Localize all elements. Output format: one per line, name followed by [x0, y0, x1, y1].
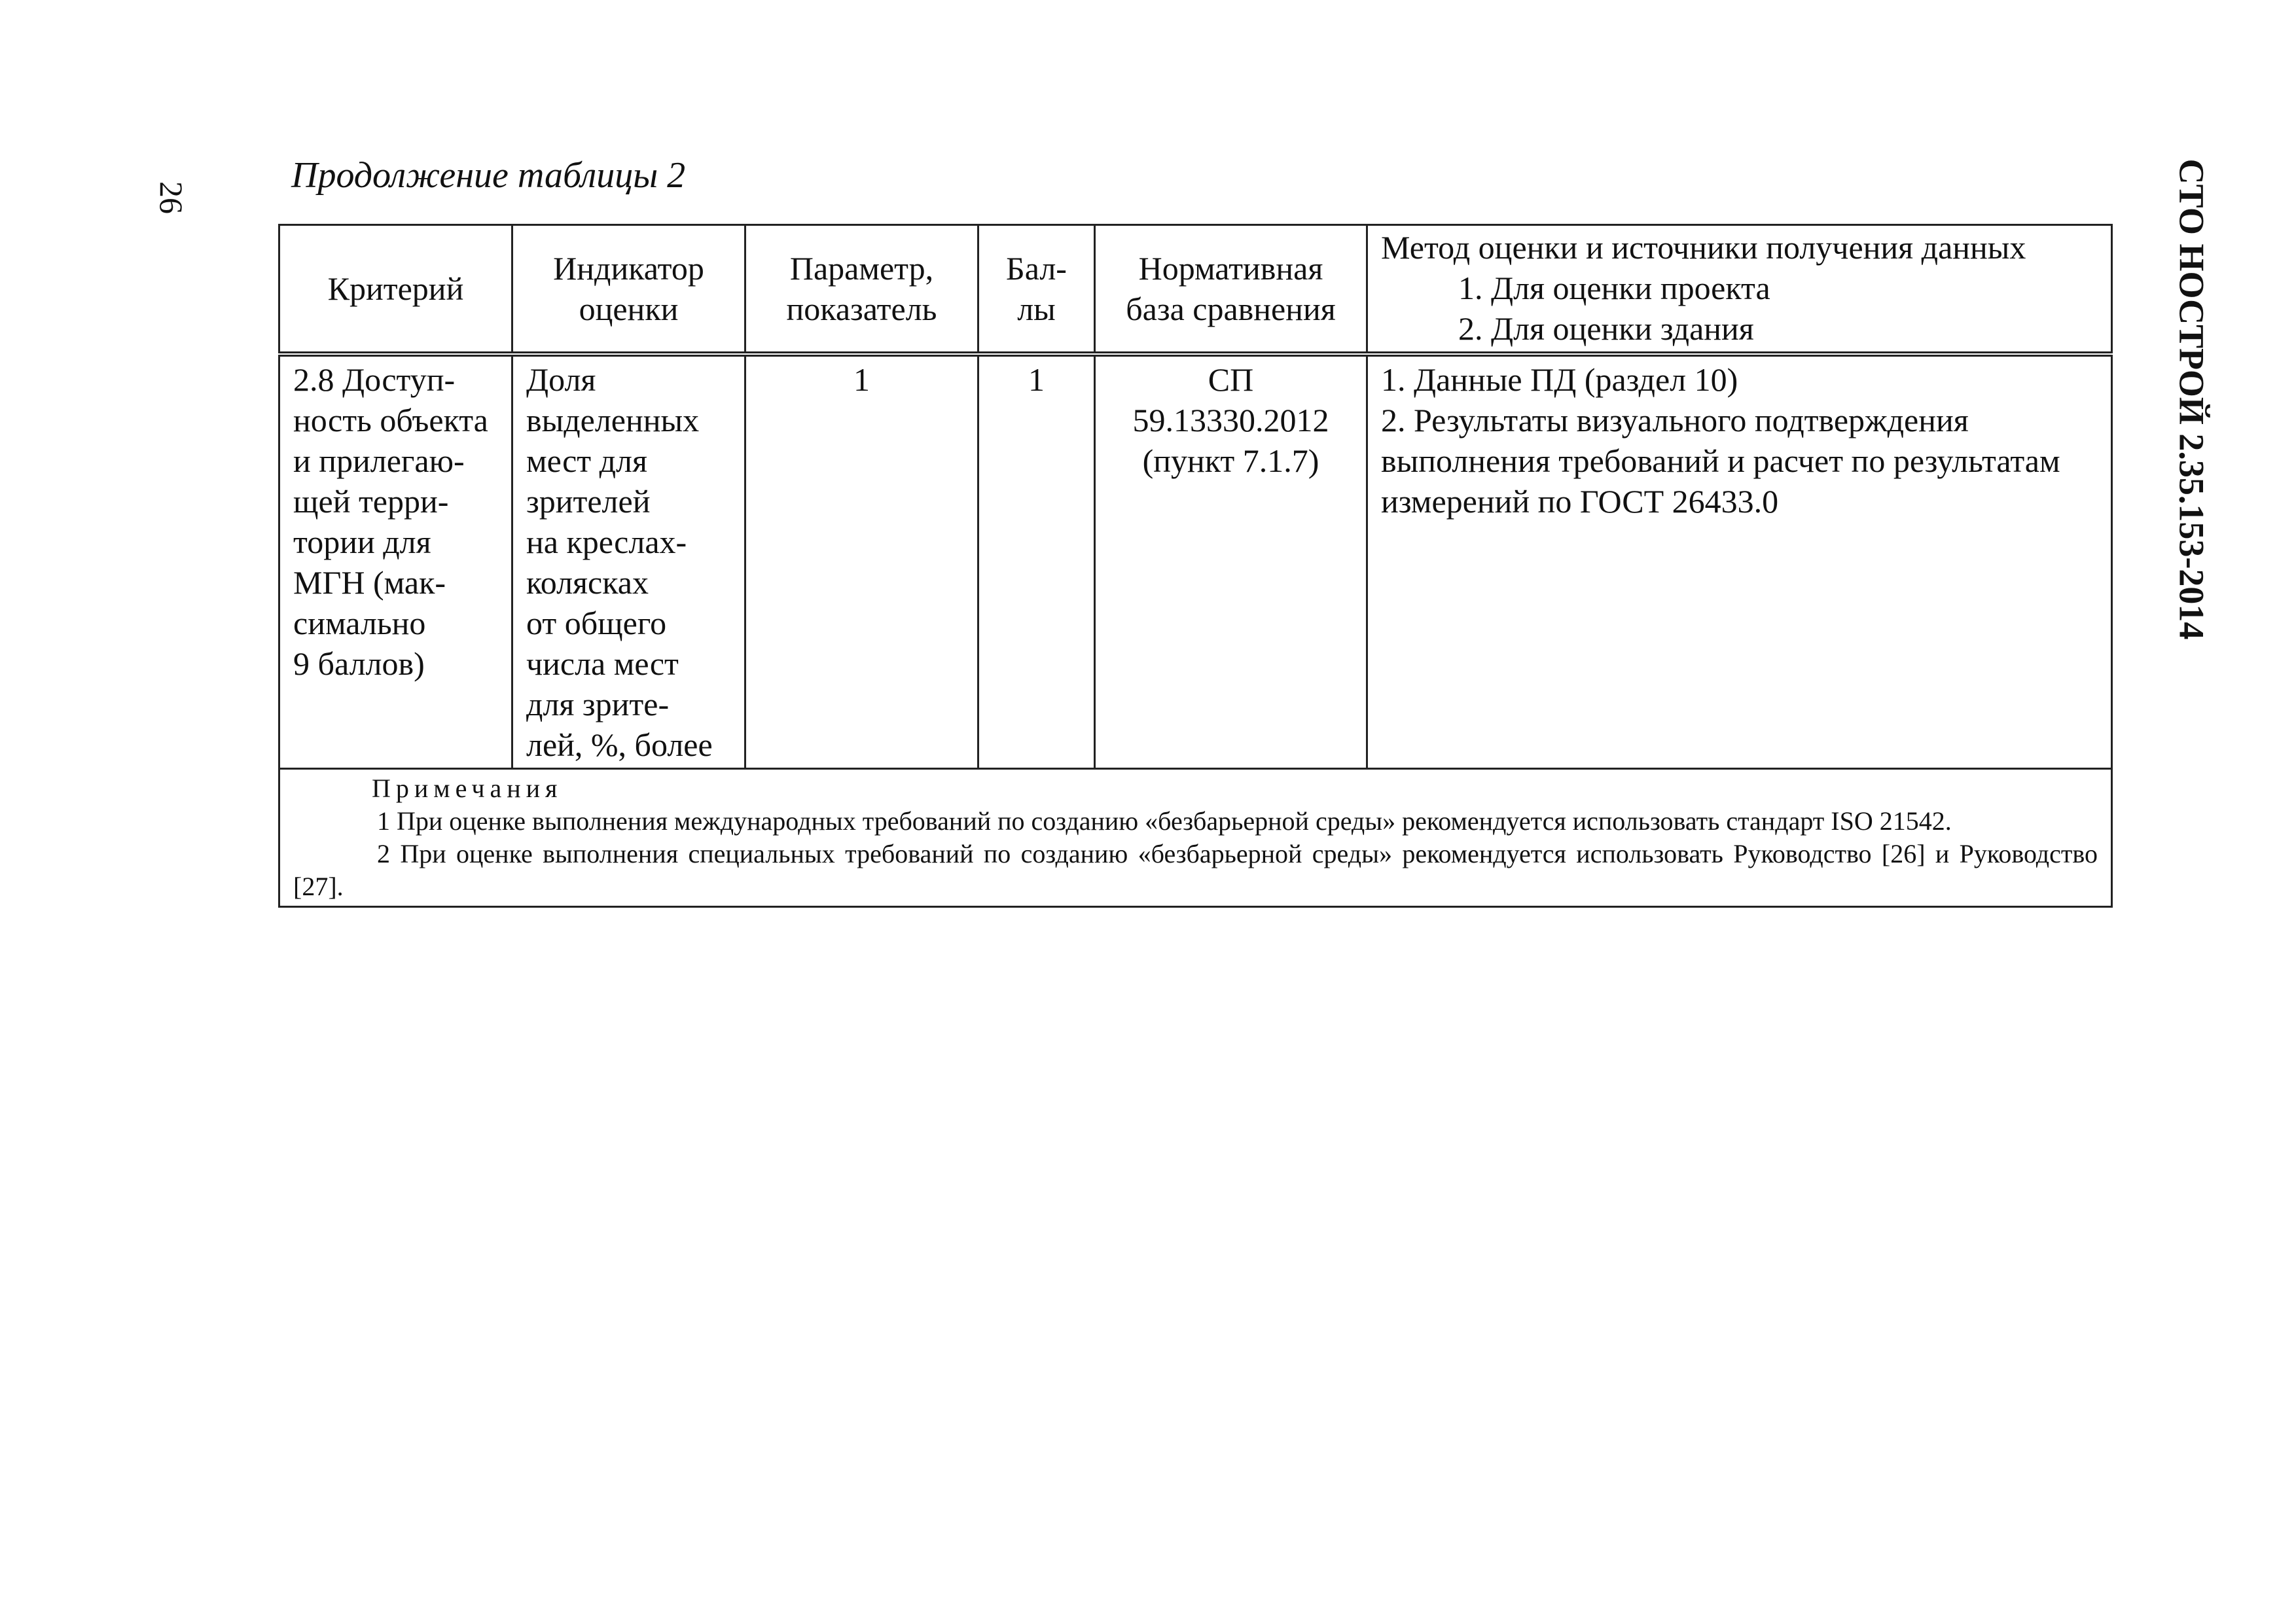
- header-method-item: 1. Для оценки проекта: [1458, 270, 1770, 306]
- cell-normative: [1095, 354, 1367, 769]
- cell-text: выполнения требований и расчет по результатам: [1381, 442, 2060, 479]
- table-caption: Продолжение таблицы 2: [291, 155, 686, 196]
- cell-text: для зрите-: [526, 686, 670, 722]
- notes-row: [279, 769, 2112, 907]
- cell-criterion: [279, 354, 512, 769]
- header-text: Индикатор: [553, 250, 704, 287]
- cell-text: 1. Данные ПД (раздел 10): [1381, 361, 1738, 398]
- note-item: 2 При оценке выполнения специальных требований по созданию «безбарьерной среды» рекомендуется использовать Руководство [26] и Руководство [27].: [293, 839, 2098, 901]
- cell-text: колясках: [526, 564, 649, 601]
- cell-text: от общего: [526, 605, 667, 641]
- cell-indicator: [512, 354, 745, 769]
- page-number: 26: [153, 181, 190, 214]
- cell-text: измерений по ГОСТ 26433.0: [1381, 483, 1779, 520]
- cell-text: Доля: [526, 361, 596, 398]
- standard-code-vertical: [2159, 157, 2224, 641]
- header-text: лы: [1017, 291, 1056, 327]
- cell-text: ность объекта: [293, 402, 488, 438]
- header-method-title: Метод оценки и источники получения данных: [1381, 229, 2026, 266]
- header-points: [978, 225, 1095, 355]
- header-text: Нормативная: [1138, 250, 1323, 287]
- cell-text: лей, %, более: [526, 726, 713, 763]
- table-row: [279, 354, 2112, 769]
- header-text: оценки: [579, 291, 679, 327]
- table-header-row: [279, 225, 2112, 355]
- cell-text: 59.13330.2012: [1132, 402, 1329, 438]
- cell-text: и прилегаю-: [293, 442, 465, 479]
- cell-text: выделенных: [526, 402, 700, 438]
- header-criterion: [279, 225, 512, 355]
- cell-text: на креслах-: [526, 524, 687, 560]
- notes-title: Примечания: [372, 774, 563, 803]
- cell-text: (пункт 7.1.7): [1142, 442, 1319, 479]
- cell-text: 2. Результаты визуального подтверждения: [1381, 402, 1969, 438]
- cell-parameter: 1: [745, 354, 978, 769]
- header-method: [1367, 225, 2112, 355]
- notes-cell: [279, 769, 2112, 907]
- cell-text: тории для: [293, 524, 431, 560]
- standard-code-text: СТО НОСТРОЙ 2.35.153-2014: [2172, 158, 2211, 640]
- criteria-table: [278, 224, 2113, 908]
- cell-text: щей терри-: [293, 483, 449, 520]
- note-item: 1 При оценке выполнения международных требований по созданию «безбарьерной среды» рекомендуется использовать стандарт ISO 21542.: [377, 806, 1952, 836]
- cell-text: 9 баллов): [293, 645, 425, 682]
- cell-text: числа мест: [526, 645, 679, 682]
- cell-text: симально: [293, 605, 426, 641]
- cell-points: 1: [978, 354, 1095, 769]
- header-text: Параметр,: [789, 250, 934, 287]
- header-text: Бал-: [1006, 250, 1067, 287]
- cell-text: зрителей: [526, 483, 651, 520]
- cell-text: мест для: [526, 442, 648, 479]
- cell-text: 2.8 Доступ-: [293, 361, 456, 398]
- header-text: Критерий: [327, 270, 464, 307]
- header-indicator: [512, 225, 745, 355]
- header-text: показатель: [786, 291, 937, 327]
- cell-text: СП: [1208, 361, 1254, 398]
- cell-method: [1367, 354, 2112, 769]
- cell-text: МГН (мак-: [293, 564, 446, 601]
- header-text: база сравнения: [1126, 291, 1336, 327]
- header-parameter: [745, 225, 978, 355]
- header-method-item: 2. Для оценки здания: [1458, 310, 1754, 347]
- header-normative: [1095, 225, 1367, 355]
